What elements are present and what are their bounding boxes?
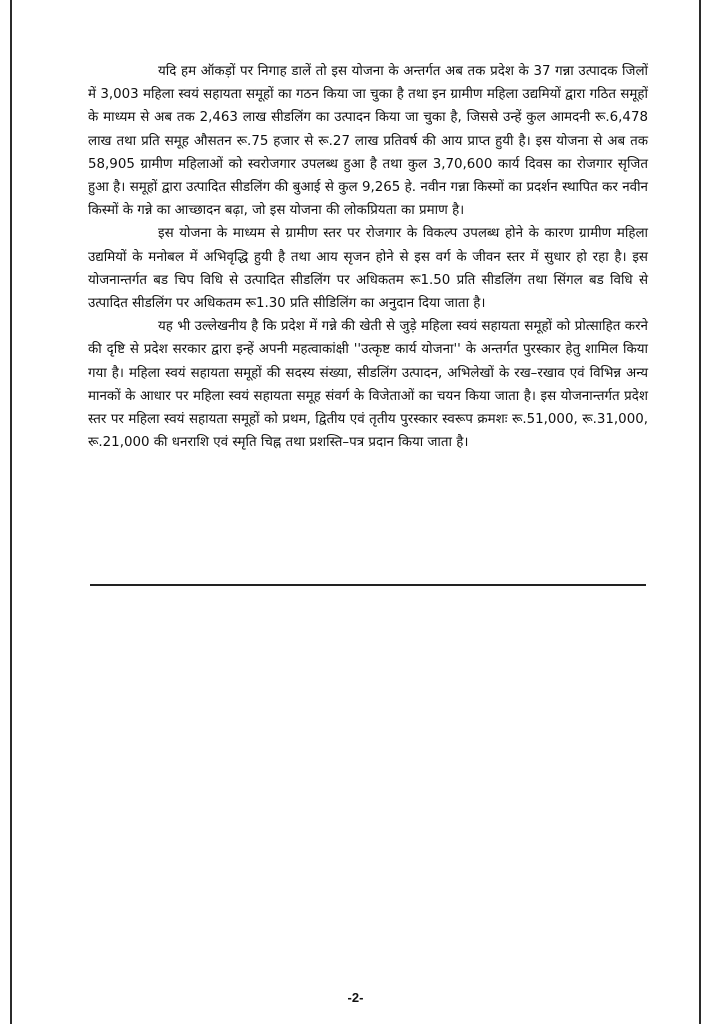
paragraph-employment: इस योजना के माध्यम से ग्रामीण स्तर पर रोजगार के विकल्प उपलब्ध होने के कारण ग्रामीण महिला उद्यमियों के मनोबल में अभिवृद्धि हुयी है तथा आय सृजन होने से इस वर्ग के जीवन स्तर में सुधार हो रहा है। इस योजनान्तर्गत बड चिप विधि से उत्पादित सीडलिंग पर अधिकतम रू1.50 प्रति सीडलिंग तथा सिंगल बड विधि से उत्पादित सीडलिंग पर अधिकतम रू1.30 प्रति सीडिलिंग का अनुदान दिया जाता है। [88, 226, 648, 312]
paragraph-statistics: यदि हम ऑकड़ों पर निगाह डालें तो इस योजना के अन्तर्गत अब तक प्रदेश के 37 गन्ना उत्पादक जिलों में 3,003 महिला स्वयं सहायता समूहों का गठन किया जा चुका है तथा इन ग्रामीण महिला उद्यमियों द्वारा गठित समूहों के माध्यम से अब तक 2,463 लाख सीडलिंग का उत्पादन किया जा चुका है, जिससे उन्हें कुल आमदनी रू.6,478 लाख तथा प्रति समूह औसतन रू.75 हजार से रू.27 लाख प्रतिवर्ष की आय प्राप्त हुयी है। इस योजना से अब तक 58,905 ग्रामीण महिलाओं को स्वरोजगार उपलब्ध हुआ है तथा कुल 3,70,600 कार्य दिवस का रोजगार सृजित हुआ है। समूहों द्वारा उत्पादित सीडलिंग की बुआई से कुल 9,265 हे. नवीन गन्ना किस्मों का प्रदर्शन स्थापित कर नवीन किस्मों के गन्ने का आच्छादन बढ़ा, जो इस योजना की लोकप्रियता का प्रमाण है। [88, 64, 648, 219]
page-number: -2- [347, 990, 364, 1005]
section-divider [90, 584, 646, 586]
left-border-line [10, 0, 12, 1024]
body-text [88, 60, 648, 454]
right-border-line [699, 0, 701, 1024]
paragraph-awards: यह भी उल्लेखनीय है कि प्रदेश में गन्ने की खेती से जुड़े महिला स्वयं सहायता समूहों को प्रोत्साहित करने की दृष्टि से प्रदेश सरकार द्वारा इन्हें अपनी महत्वाकांक्षी ''उत्कृष्ट कार्य योजना'' के अन्तर्गत पुरस्कार हेतु शामिल किया गया है। महिला स्वयं सहायता समूहों की सदस्य संख्या, सीडलिंग उत्पादन, अभिलेखों के रख–रखाव एवं विभिन्न अन्य मानकों के आधार पर महिला स्वयं सहायता समूह संवर्ग के विजेताओं का चयन किया जाता है। इस योजनान्तर्गत प्रदेश स्तर पर महिला स्वयं सहायता समूहों को प्रथम, द्वितीय एवं तृतीय पुरस्कार स्वरूप क्रमशः रू.51,000, रू.31,000, रू.21,000 की धनराशि एवं स्मृति चिह्न तथा प्रशस्ति–पत्र प्रदान किया जाता है। [88, 319, 648, 451]
